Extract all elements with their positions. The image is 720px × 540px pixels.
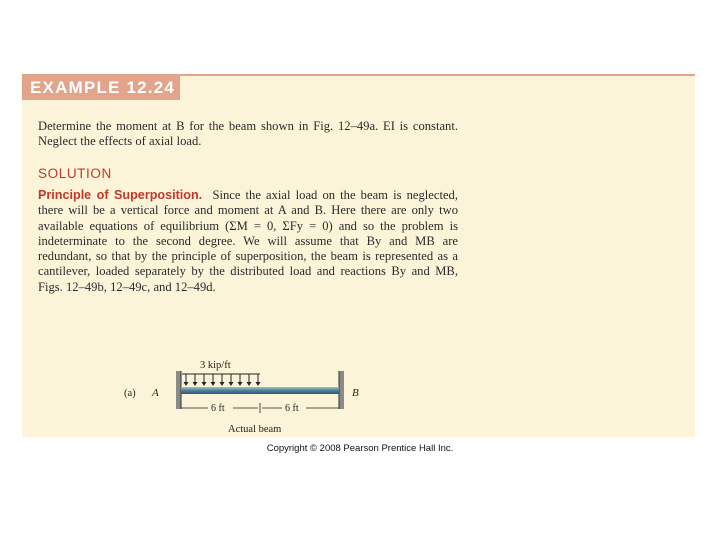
- support-b-label: B: [352, 387, 359, 399]
- part-label: (a): [124, 388, 136, 399]
- copyright-notice: Copyright © 2008 Pearson Prentice Hall Inc.: [266, 443, 454, 454]
- figure-caption: Actual beam: [228, 424, 282, 435]
- dim-left-label: 6 ft: [211, 403, 225, 414]
- solution-paragraph: [38, 188, 458, 295]
- dim-right-label: 6 ft: [285, 403, 299, 414]
- load-label: 3 kip/ft: [200, 360, 231, 371]
- solution-text: Since the axial load on the beam is neglected, there will be a vertical force and moment at A and B. Here there are only two available equations of equilibrium (ΣM = 0, ΣFy = 0) and so the problem is indeterminate to the second degree. We will assume that By and MB are redundant, so that by the principle of superposition, the beam is represented as a cantilever, loaded separately by the distributed load and reactions By and MB, Figs. 12–49b, 12–49c, and 12–49d.: [38, 188, 458, 294]
- support-a-label: A: [152, 387, 159, 399]
- example-label: EXAMPLE 12.24: [22, 76, 180, 100]
- solution-heading: SOLUTION: [38, 166, 112, 181]
- solution-lead: Principle of Superposition.: [38, 188, 203, 202]
- problem-statement: Determine the moment at B for the beam shown in Fig. 12–49a. EI is constant. Neglect the effects of axial load.: [38, 119, 458, 149]
